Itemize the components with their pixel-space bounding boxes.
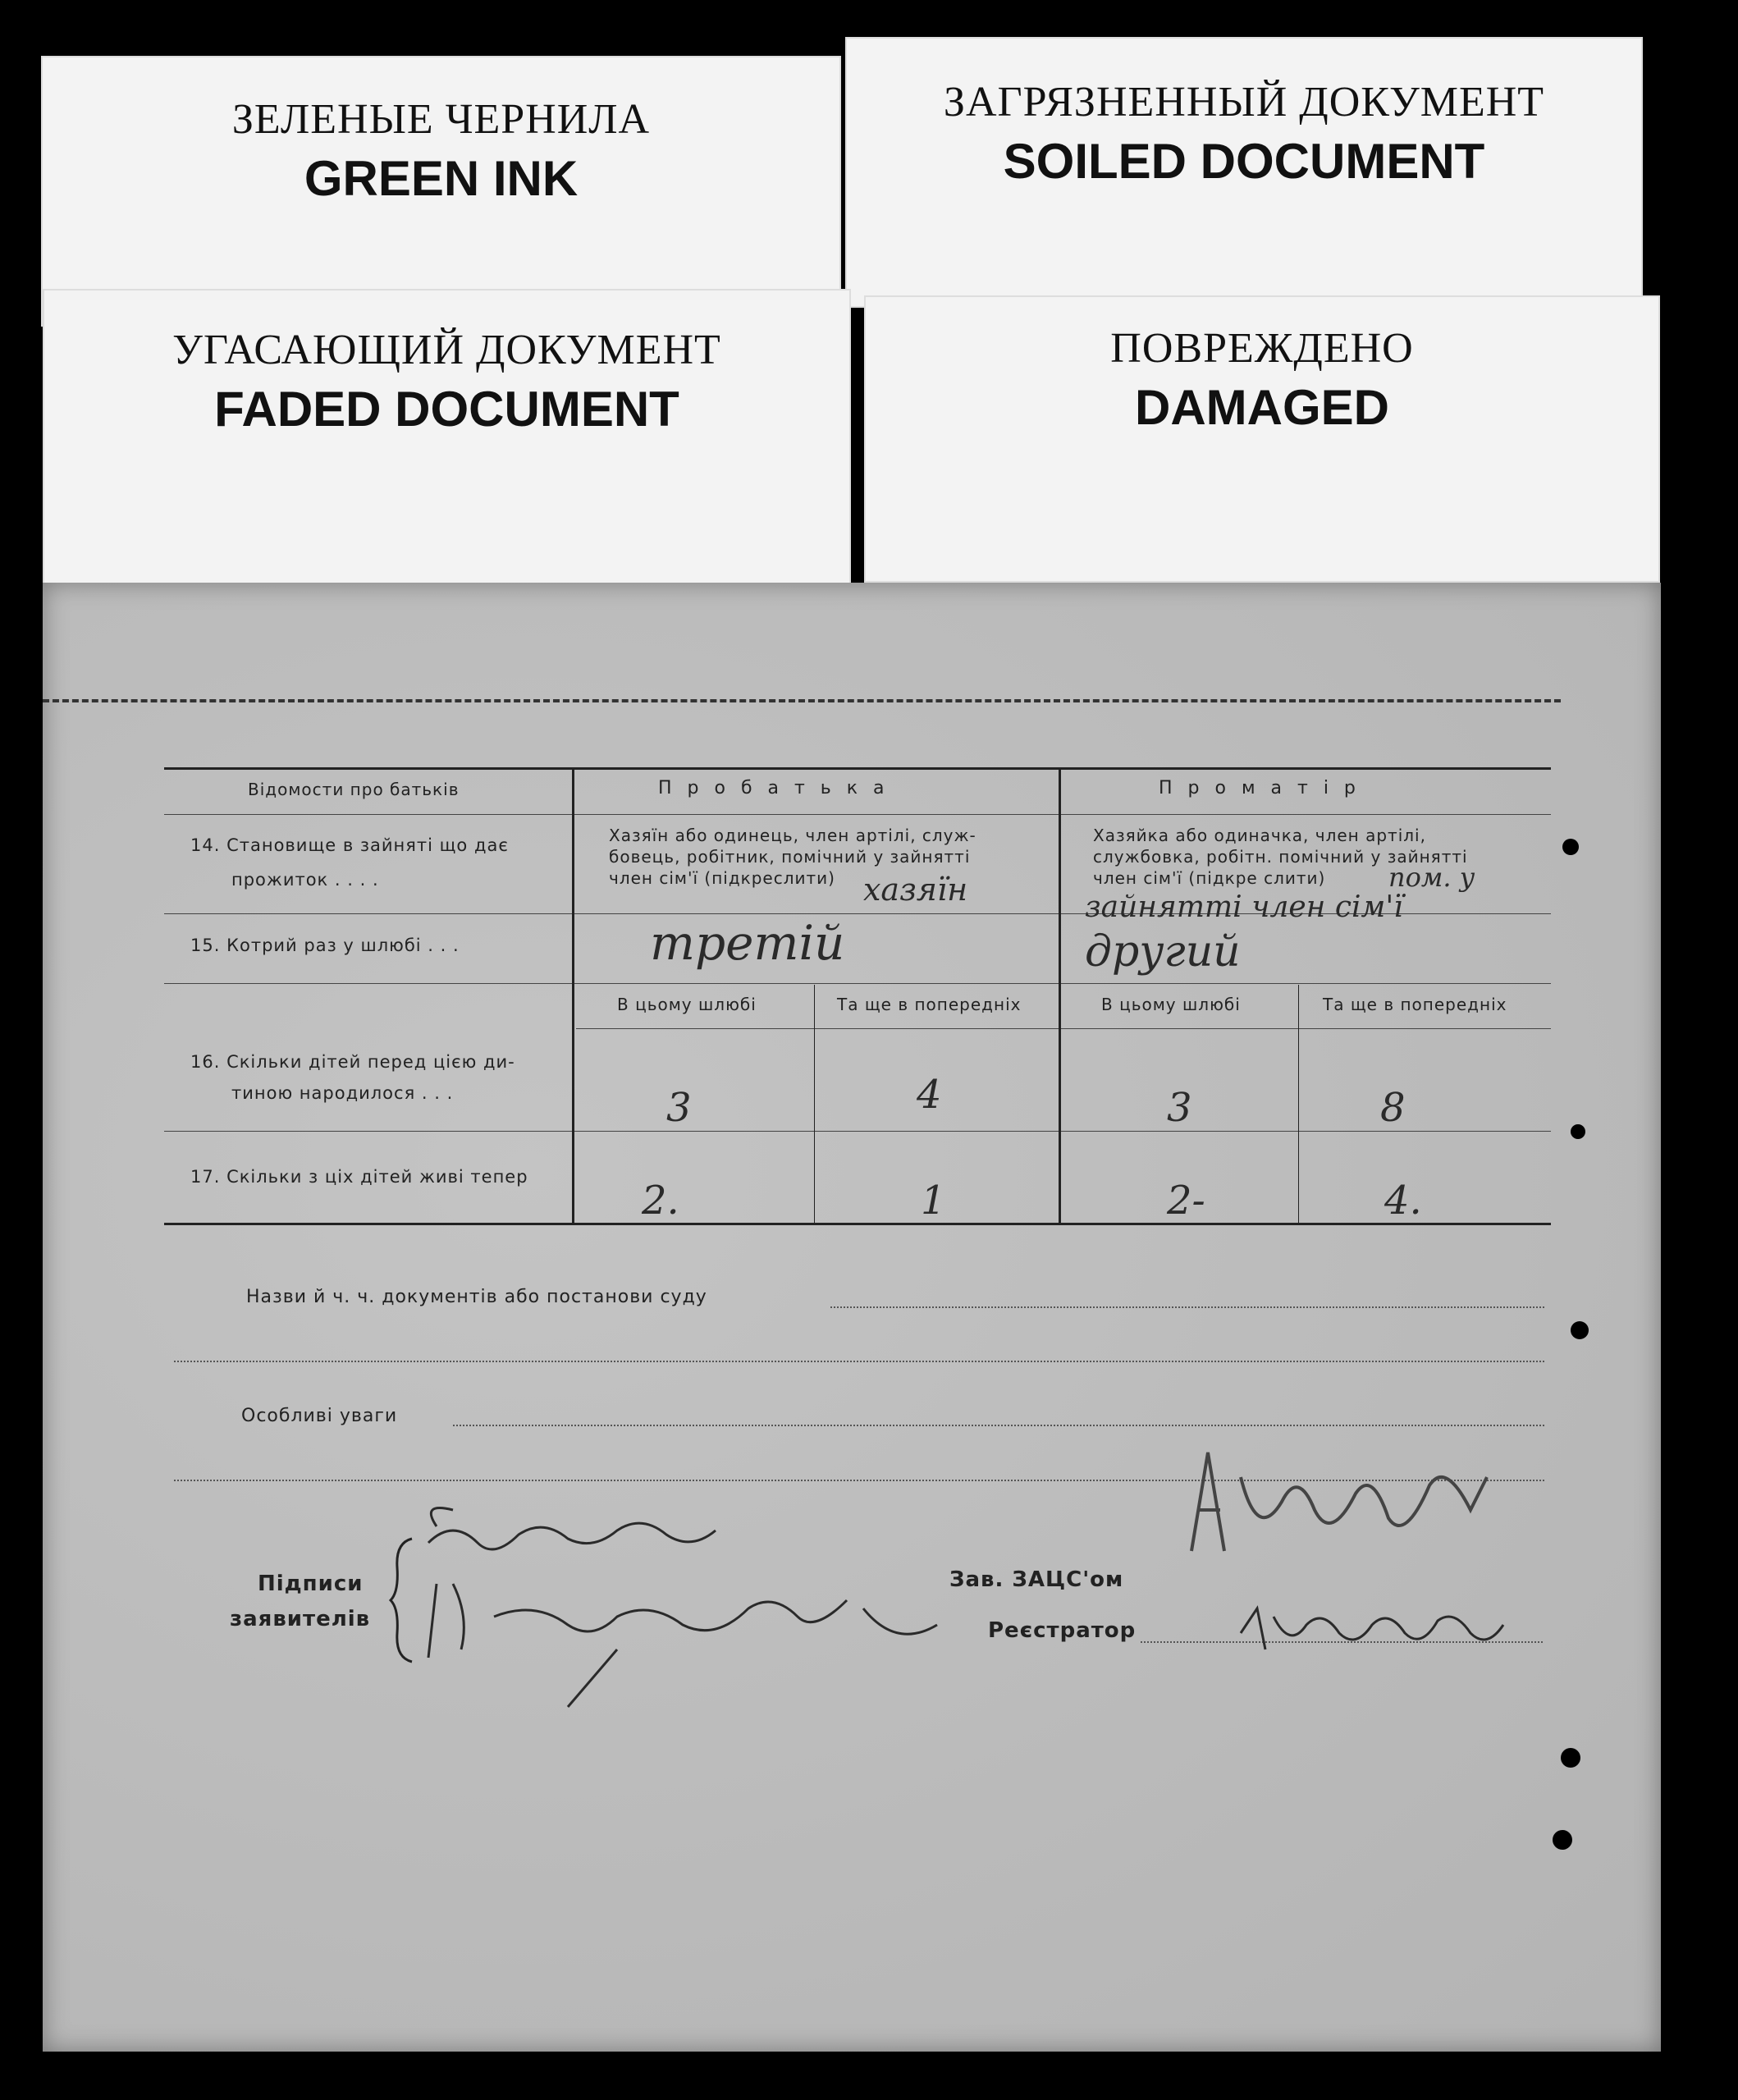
row14-father-print-2: бовець, робітник, помічний у зайнятті — [609, 847, 971, 867]
row14-mother-hand-2: зайнятті член сім'ї — [1085, 890, 1403, 924]
flag-en-text: SOILED DOCUMENT — [1003, 134, 1485, 189]
row17-value-mother-previous: 4. — [1384, 1178, 1422, 1224]
zav-label: Зав. ЗАЦС'ом — [949, 1567, 1124, 1592]
applicants-label-1: Підписи — [258, 1572, 364, 1596]
header-father: П р о б а т ь к а — [658, 778, 890, 798]
row14-mother-print-1: Хазяйка або одиначка, член артілі, — [1093, 826, 1426, 845]
green-ink-flag — [41, 56, 841, 327]
record-sheet — [43, 583, 1661, 2052]
header-info: Відомости про батьків — [248, 780, 460, 799]
col-divider-2 — [1059, 770, 1061, 1223]
row16-label-1: 16. Скільки дітей перед цією ди- — [190, 1052, 515, 1072]
row16-label-2: тиною народилося . . . — [231, 1083, 454, 1103]
applicants-label-2: заявителів — [230, 1607, 371, 1631]
row14-father-print-1: Хазяїн або одинець, член артілі, служ- — [609, 826, 976, 845]
col-divider-1 — [572, 770, 574, 1223]
flag-en-text: GREEN INK — [304, 151, 579, 206]
row16-value-father-this: 3 — [666, 1085, 692, 1131]
damage-hole — [1571, 1124, 1585, 1139]
row14-father-print-3: член сім'ї (підкреслити) — [609, 868, 835, 888]
row14-mother-print-3: член сім'ї (підкре слити) — [1093, 868, 1326, 888]
documents-line-1 — [830, 1306, 1544, 1308]
row14-mother-print-2: службовка, робітн. помічний у зайнятті — [1093, 847, 1468, 867]
perforation-line — [43, 699, 1561, 702]
table-bottom-rule — [164, 1223, 1551, 1225]
flag-en-text: DAMAGED — [1135, 380, 1389, 435]
damaged-flag — [864, 295, 1660, 583]
row14-label-2: прожиток . . . . — [231, 870, 379, 890]
registrar-label: Реєстратор — [988, 1618, 1137, 1643]
row16-value-mother-previous: 8 — [1380, 1085, 1406, 1131]
row15-father-hand: третій — [650, 915, 845, 971]
subhead-father-previous: Та ще в попередніх — [837, 995, 1022, 1014]
subhead-father-this: В цьому шлюбі — [617, 995, 757, 1014]
flag-ru-text: ПОВРЕЖДЕНО — [1110, 325, 1414, 372]
row17-value-father-this: 2. — [642, 1178, 679, 1224]
documents-label: Назви й ч. ч. документів або постанови суду — [246, 1287, 707, 1307]
registrar-signature — [1233, 1584, 1528, 1682]
table-header-rule — [164, 814, 1551, 815]
row14-father-hand: хазяїн — [863, 872, 968, 908]
row15-rule — [164, 983, 1551, 984]
row16-value-mother-this: 3 — [1167, 1085, 1192, 1131]
col-divider-3 — [814, 985, 815, 1223]
row17-value-mother-this: 2- — [1167, 1178, 1205, 1224]
flag-en-text: FADED DOCUMENT — [214, 382, 679, 437]
row15-mother-hand: другий — [1085, 927, 1241, 977]
col-divider-4 — [1298, 985, 1299, 1223]
row17-value-father-previous: 1 — [921, 1178, 946, 1224]
documents-line-2 — [174, 1361, 1544, 1362]
head-signature — [1159, 1428, 1528, 1584]
soiled-document-flag — [845, 37, 1643, 308]
damage-hole — [1562, 839, 1579, 855]
row16-rule — [164, 1131, 1551, 1132]
header-mother: П р о м а т і р — [1159, 778, 1361, 798]
applicant-signature-2 — [404, 1567, 978, 1715]
flag-ru-text: УГАСАЮЩИЙ ДОКУМЕНТ — [172, 327, 721, 373]
subhead-rule — [576, 1028, 1551, 1029]
damage-hole — [1553, 1830, 1572, 1850]
damage-hole — [1571, 1321, 1589, 1339]
flag-ru-text: ЗАГРЯЗНЕННЫЙ ДОКУМЕНТ — [943, 79, 1545, 126]
row16-value-father-previous: 4 — [917, 1072, 942, 1118]
remarks-line-1 — [453, 1425, 1544, 1426]
remarks-label: Особливі уваги — [241, 1406, 398, 1426]
flag-ru-text: ЗЕЛЕНЫЕ ЧЕРНИЛА — [231, 96, 651, 143]
row14-mother-hand-1: пом. у — [1388, 862, 1475, 893]
row14-label-1: 14. Становище в зайняті що дає — [190, 835, 509, 855]
subhead-mother-this: В цьому шлюбі — [1101, 995, 1241, 1014]
subhead-mother-previous: Та ще в попередніх — [1323, 995, 1507, 1014]
faded-document-flag — [43, 289, 851, 584]
table-top-rule — [164, 767, 1551, 770]
damage-hole — [1561, 1748, 1580, 1768]
row17-label: 17. Скільки з ціх дітей живі тепер — [190, 1167, 528, 1187]
row15-label: 15. Котрий раз у шлюбі . . . — [190, 936, 460, 955]
